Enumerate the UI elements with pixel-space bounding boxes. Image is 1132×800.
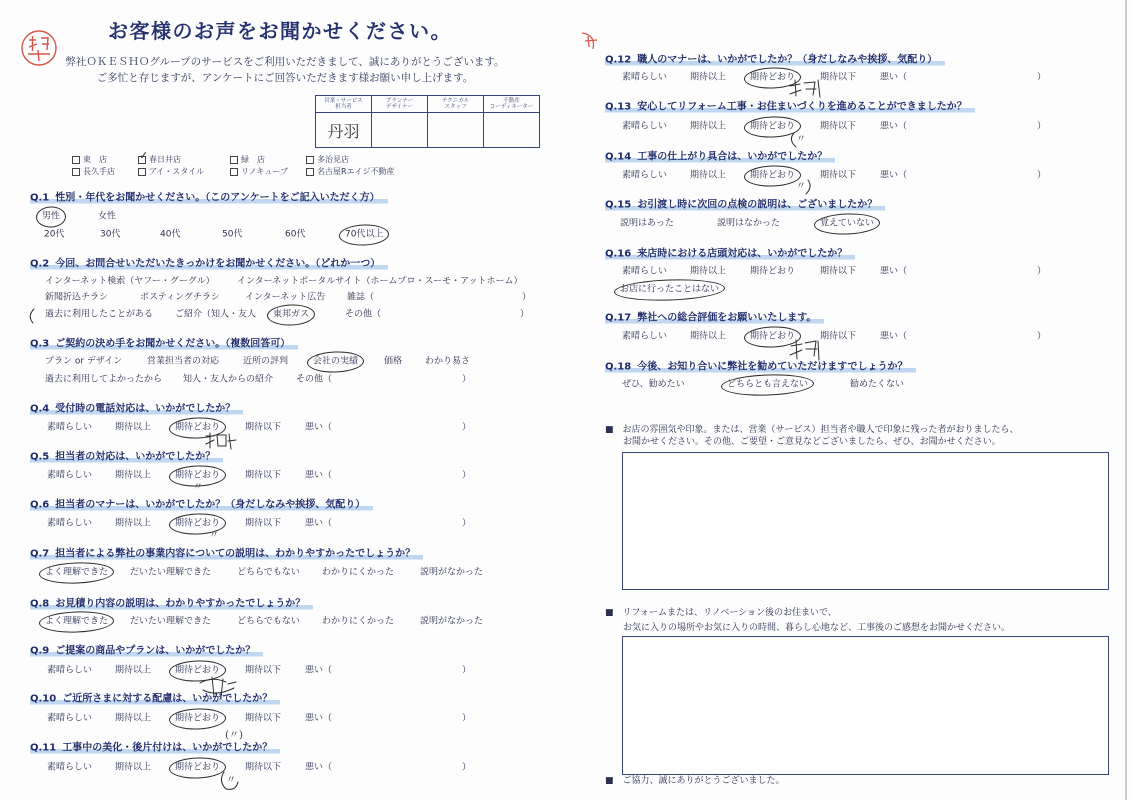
q9-option: 期待以下 [245,665,282,676]
q2-option: その他（ [345,309,382,320]
handwritten-bracket-mark [30,309,34,323]
q13-option: 期待以下 [820,121,857,132]
q10-option: ） [462,713,472,724]
store-label: 緑 店 [241,155,265,164]
comment-1-line-1: ■ お店の雰囲気や印象。または、営業（サービス）担当者や職人で印象に残った者がおりましたら、 [605,425,1019,435]
q2-option: ご紹介（知人・友人 [175,309,257,320]
store-label: 多治見店 [317,155,349,164]
q7-number: Q.7 [30,548,50,560]
q3-option: 知人・友人からの紹介 [183,374,274,385]
q17-number: Q.17 [605,312,632,324]
q2-option: ポスティングチラシ [140,292,220,303]
q12-option: 悪い（ [880,72,908,83]
store-label: 東 店 [83,155,107,164]
q6-number: Q.6 [30,499,50,511]
q3-option: わかり易さ [425,356,471,367]
q2-number: Q.2 [30,258,50,270]
q17-header [605,312,824,325]
comment-2-line-1: ■ リフォームまたは、リノベーション後のお住まいで、 [605,608,837,618]
q16-option: 素晴らしい [622,266,668,277]
q9-option: 期待以上 [115,665,152,676]
q14-option: 悪い（ [880,170,908,181]
staff-header-sales: 営業・サービス 担当者 [316,96,372,113]
q10-option-circled: 期待どおり [175,713,221,724]
q17-option: ） [1037,331,1047,342]
q9-option: 素晴らしい [47,665,93,676]
q13-number: Q.13 [605,101,632,113]
q3-header [30,338,298,351]
q2-header [30,258,388,271]
q16-option: 悪い（ [880,266,908,277]
q11-header [30,742,280,755]
q12-option: ） [1037,72,1047,83]
q17-option: 期待以上 [690,331,727,342]
q17-option-circled: 期待どおり [750,331,796,342]
q11-number: Q.11 [30,742,57,754]
q3-option: 過去に利用してよかったから [45,374,163,385]
q16-option-circled: お店に行ったことはない [620,284,720,295]
q5-handwritten-ditto: 〃 [193,482,203,493]
q7-option: どちらでもない [237,567,300,578]
q18-header [605,361,916,374]
q1-number: Q.1 [30,192,50,204]
q16-option: 期待どおり [750,266,796,277]
q2-option: 過去に利用したことがある [45,309,154,320]
q10-option: 素晴らしい [47,713,93,724]
q14-option: 素晴らしい [622,170,668,181]
store-label: リノキューブ [241,167,288,176]
q8-header [30,598,313,611]
q10-option: 期待以下 [245,713,282,724]
q12-option: 期待以下 [820,72,857,83]
comment-1-box [622,452,1109,590]
q14-header [605,151,835,164]
q6-handwritten-ditto: 〃 [209,530,219,541]
q2-text: 今回、お問合せいただいたきっかけをお聞かせください。（どれか一つ） [55,258,381,270]
staff-value-planner [372,113,428,148]
q11-option: 悪い（ [305,762,333,773]
q9-option: ） [462,665,472,676]
q14-text: 工事の仕上がり具合は、いかがでしたか？ [637,151,828,163]
q6-text: 担当者のマナーは、いかがでしたか？（身だしなみや挨拶、気配り） [55,499,366,511]
thanks-text: ■ ご協力、誠にありがとうございました。 [605,776,785,786]
q1-option: 女性 [98,211,117,222]
comment-2-line-2: お気に入りの場所やお気に入りの時間、暮らし心地など、工事後のご感想をお聞かせください。 [623,623,1011,633]
q12-option: 素晴らしい [622,72,668,83]
q5-option: ） [462,470,472,481]
q15-header [605,199,885,212]
q1-option: 40代 [160,229,181,240]
q9-number: Q.9 [30,645,50,657]
page-title: お客様のお声をお聞かせください。 [108,19,452,43]
checkbox [138,168,146,176]
q11-option: ） [462,762,472,773]
q8-option-circled: よく理解できた [45,616,109,627]
q15-option: 説明はあった [620,218,674,229]
staff-value-technical [428,113,484,148]
q3-option: その他（ [296,374,333,385]
q4-option: 悪い（ [305,422,333,433]
q13-option: 素晴らしい [622,121,668,132]
q1-option: 20代 [44,229,65,240]
q2-option: 雑誌（ [347,292,375,303]
comment-1-line-2: お聞かせください。その他、ご要望・ご意見などございましたら、ぜひ、お聞かせください。 [623,437,1001,447]
q14-number: Q.14 [605,151,632,163]
q13-option-circled: 期待どおり [750,121,796,132]
q1-option-circled: 男性 [42,211,61,222]
q13-option: ） [1037,121,1047,132]
handwritten-curve-q14 [806,180,810,194]
staff-value-realestate [484,113,540,148]
q18-text: 今後、お知り合いに弊社を勧めていただけますでしょうか？ [637,361,908,373]
q13-handwritten-ditto: 〃 [796,134,806,145]
comment-2-box [622,636,1109,775]
q17-option: 素晴らしい [622,331,668,342]
q14-option: 期待以下 [820,170,857,181]
q9-text: ご提案の商品やプランは、いかがでしたか？ [55,645,256,657]
q2-option: インターネット検索（ヤフー・グーグル） [45,276,215,287]
q3-option-circled: 会社の実績 [313,356,359,367]
q5-option: 悪い（ [305,470,333,481]
staff-header-technical: テクニカル スタッフ [428,96,484,113]
q10-option: 悪い（ [305,713,333,724]
q1-option: 50代 [222,229,243,240]
q4-text: 受付時の電話対応は、いかがでしたか？ [55,403,236,415]
q4-option: 期待以下 [245,422,282,433]
q9-option-circled: 期待どおり [175,665,221,676]
store-option [138,167,204,177]
store-label: 名古屋Rエイジ不動産 [317,167,395,176]
q10-handwritten-ditto: (〃) [225,730,243,741]
checkbox [230,156,238,164]
store-option [72,167,115,177]
q8-number: Q.8 [30,598,50,610]
q6-header [30,499,373,512]
q1-option: 60代 [285,229,306,240]
q9-header [30,645,263,658]
q13-option: 期待以上 [690,121,727,132]
store-label: 長久手店 [83,167,115,176]
q15-option-circled: 覚えていない [820,218,875,229]
q4-number: Q.4 [30,403,50,415]
store-option [72,155,107,165]
q6-option: 期待以上 [115,518,152,529]
q16-option: 期待以下 [820,266,857,277]
q1-header [30,192,388,205]
q5-header [30,451,223,464]
q3-number: Q.3 [30,338,50,350]
store-label: アイ・スタイル [149,167,205,176]
store-option [230,167,288,177]
q8-text: お見積り内容の説明は、わかりやすかったでしょうか？ [55,598,306,610]
store-option [138,155,181,165]
q7-option: 説明がなかった [420,567,484,578]
q8-option: 説明がなかった [420,616,484,627]
q17-text: 弊社への総合評価をお願いいたします。 [637,312,817,324]
q17-option: 悪い（ [880,331,908,342]
staff-header-planner: プランナー デザイナー [372,96,428,113]
q3-option: 営業担当者の対応 [147,356,220,367]
q6-option-circled: 期待どおり [175,518,221,529]
q8-option: わかりにくかった [322,616,395,627]
q18-option: 勧めたくない [850,379,905,390]
q1-text: 性別・年代をお聞かせください。（このアンケートをご記入いただく方） [55,192,380,204]
q11-option: 素晴らしい [47,762,93,773]
q5-number: Q.5 [30,451,50,463]
q3-option: 近所の評判 [243,356,289,367]
q1-option: 30代 [100,229,121,240]
red-stamp-fragment-icon [582,33,597,49]
q12-text: 職人のマナーは、いかがでしたか？（身だしなみや挨拶、気配り） [637,54,938,66]
q14-option: 期待以上 [690,170,727,181]
store-option [306,155,349,165]
q11-option: 期待以上 [115,762,152,773]
q6-option: 期待以下 [245,518,282,529]
q6-option: ） [462,518,472,529]
q3-option: ） [462,374,472,385]
q16-option: 期待以上 [690,266,727,277]
q16-option: ） [1037,266,1047,277]
q7-option: わかりにくかった [322,567,395,578]
q13-text: 安心してリフォーム工事・お住まいづくりを進めることができましたか？ [637,101,967,113]
q12-option-circled: 期待どおり [750,72,796,83]
checkbox [230,168,238,176]
q6-option: 悪い（ [305,518,333,529]
q7-header [30,548,423,561]
staff-value-sales: 丹羽 [316,113,372,148]
q5-text: 担当者の対応は、いかがでしたか？ [55,451,216,463]
q2-option: インターネットポータルサイト（ホームプロ・スーモ・アットホーム） [237,276,523,287]
q5-option: 期待以下 [245,470,282,481]
q5-option-circled: 期待どおり [175,470,221,481]
q12-number: Q.12 [605,54,632,66]
q18-option-circled: どちらとも言えない [727,379,809,390]
q4-option: ） [462,422,472,433]
q17-option: 期待以下 [820,331,857,342]
q7-option-circled: よく理解できた [45,567,109,578]
q16-header [605,248,855,261]
checkbox-checked [138,156,146,164]
q2-option-circled: 東邦ガス [273,309,310,320]
q16-number: Q.16 [605,248,632,260]
q15-number: Q.15 [605,199,632,211]
q10-option: 期待以上 [115,713,152,724]
store-option [230,155,265,165]
q15-option: 説明はなかった [717,218,781,229]
q2-option: ） [522,292,532,303]
q13-header [605,101,975,114]
q10-text: ご近所さまに対する配慮は、いかがでしたか？ [62,693,273,705]
staff-table [315,95,540,148]
q10-number: Q.10 [30,693,57,705]
q11-option-circled: 期待どおり [175,762,221,773]
store-option [306,167,395,177]
q4-header [30,403,243,416]
q5-option: 素晴らしい [47,470,93,481]
q10-header [30,693,280,706]
q3-option: 価格 [384,356,403,367]
store-label: 春日井店 [149,155,181,164]
q4-option-circled: 期待どおり [175,422,221,433]
q6-option: 素晴らしい [47,518,93,529]
checkbox [306,168,314,176]
q1-option-circled: 70代以上 [345,229,384,240]
q7-text: 担当者による弊社の事業内容についての説明は、わかりやすかったでしょうか？ [55,548,416,560]
q14-option-circled: 期待どおり [750,170,796,181]
q3-option: プラン or デザイン [45,356,123,367]
q16-text: 来店時における店頭対応は、いかがでしたか？ [637,248,848,260]
q12-option: 期待以上 [690,72,727,83]
q3-text: ご契約の決め手をお聞かせください。（複数回答可） [55,338,291,350]
q11-text: 工事中の美化・後片付けは、いかがでしたか？ [62,742,273,754]
checkbox [306,156,314,164]
q18-option: ぜひ、勧めたい [622,379,685,390]
q8-option: どちらでもない [237,616,300,627]
intro-line-2: ご多忙と存じますが、アンケートにご回答いただきます様お願い申し上げます。 [96,72,474,84]
q4-option: 期待以上 [115,422,152,433]
q15-text: お引渡し時に次回の点検の説明は、ございましたか？ [637,199,878,211]
staff-header-realestate: 不動産 コーディネーター [484,96,540,113]
q2-option: インターネット広告 [245,292,326,303]
q8-option: だいたい理解できた [130,616,212,627]
q14-handwritten-ditto: 〃 [796,181,806,192]
q2-option: ） [520,309,530,320]
q13-option: 悪い（ [880,121,908,132]
intro-line-1: 弊社ＯＫＥＳＨＯグループのサービスをご利用いただきまして、誠にありがとうございます。 [65,56,505,68]
q2-option: 新聞折込チラシ [45,292,109,303]
checkbox [72,156,80,164]
q9-option: 悪い（ [305,665,333,676]
q11-option: 期待以下 [245,762,282,773]
q7-option: だいたい理解できた [130,567,212,578]
q5-option: 期待以上 [115,470,152,481]
checkbox [72,168,80,176]
q11-handwritten-ditto: 〃 [226,775,236,786]
q4-option: 素晴らしい [47,422,93,433]
q12-header [605,54,945,67]
q14-option: ） [1037,170,1047,181]
q18-number: Q.18 [605,361,632,373]
